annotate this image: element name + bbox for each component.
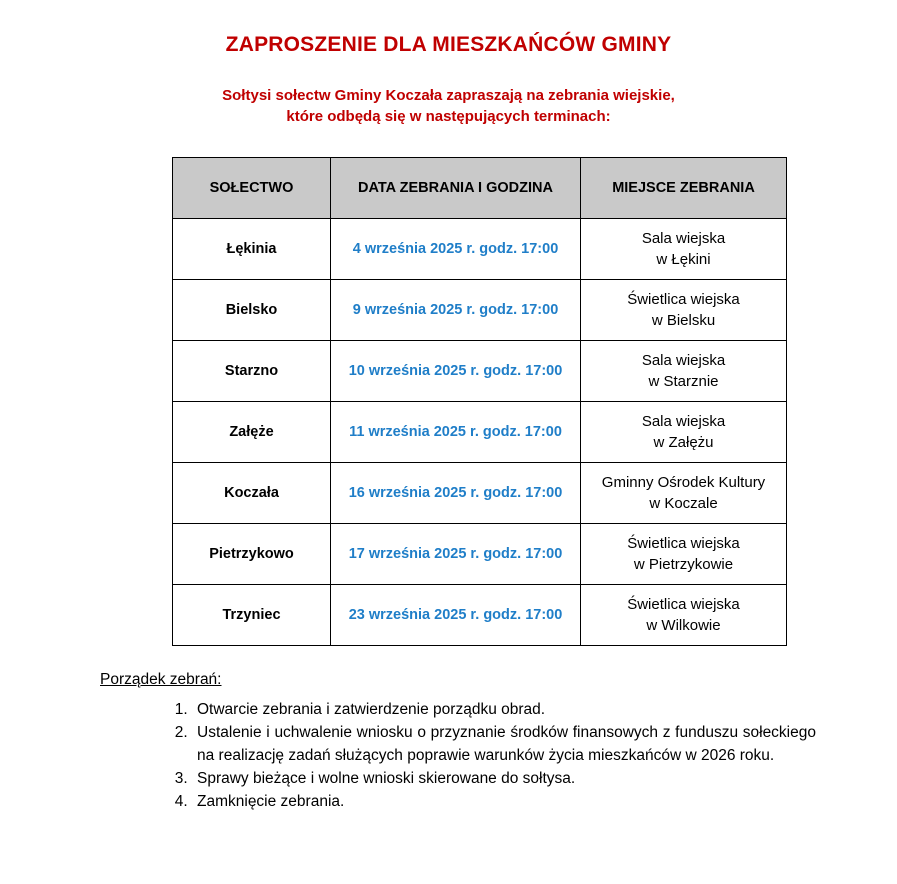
agenda-section [100,669,816,813]
header-date-time: DATA ZEBRANIA I GODZINA [331,158,581,219]
place-line-1: Świetlica wiejska [627,535,740,552]
meetings-table [172,157,787,646]
place-line-2: w Łękini [656,251,711,268]
agenda-list [100,698,816,813]
place-line-1: Sala wiejska [641,352,726,369]
place-line-1: Sala wiejska [641,413,726,430]
subtitle-line-1: Sołtysi sołectw Gminy Koczała zapraszają na zebrania wiejskie, [222,87,675,104]
table-row [173,280,787,341]
place-line-2: w Pietrzykowie [633,556,734,573]
header-place: MIEJSCE ZEBRANIA [581,158,787,219]
page-title: ZAPROSZENIE DLA MIESZKAŃCÓW GMINY [225,33,672,56]
place-line-2: w Bielsku [651,312,716,329]
cell-solectwo: Koczała [173,463,331,524]
cell-date-time: 10 września 2025 r. godz. 17:00 [331,341,581,402]
place-line-2: w Koczale [649,495,718,512]
cell-place [581,280,787,341]
cell-solectwo: Załęże [173,402,331,463]
page-subtitle [0,85,897,127]
table-row [173,585,787,646]
table-row [173,341,787,402]
place-line-2: w Starznie [648,373,719,390]
place-line-1: Sala wiejska [641,230,726,247]
agenda-item: 2. Ustalenie i uchwalenie wniosku o przyznanie środków finansowych z funduszu sołeckiego na realizację zadań służących poprawie warunków życia mieszkańców w 2026 roku. [192,721,816,767]
place-line-1: Świetlica wiejska [627,596,740,613]
place-line-2: w Wilkowie [646,617,721,634]
cell-solectwo: Starzno [173,341,331,402]
cell-date-time: 11 września 2025 r. godz. 17:00 [331,402,581,463]
header-solectwo: SOŁECTWO [173,158,331,219]
cell-date-time: 16 września 2025 r. godz. 17:00 [331,463,581,524]
cell-place [581,341,787,402]
place-line-1: Świetlica wiejska [627,291,740,308]
agenda-item: 1. Otwarcie zebrania i zatwierdzenie porządku obrad. [192,698,816,721]
table-row [173,219,787,280]
cell-place [581,402,787,463]
agenda-item: 3. Sprawy bieżące i wolne wnioski skierowane do sołtysa. [192,767,816,790]
cell-date-time: 9 września 2025 r. godz. 17:00 [331,280,581,341]
table-row [173,524,787,585]
cell-solectwo: Trzyniec [173,585,331,646]
cell-solectwo: Bielsko [173,280,331,341]
place-line-1: Gminny Ośrodek Kultury [601,474,766,491]
agenda-item: 4. Zamknięcie zebrania. [192,790,816,813]
subtitle-line-2: które odbędą się w następujących terminach: [286,108,611,125]
meetings-table-header [173,158,787,219]
cell-place [581,219,787,280]
cell-date-time: 4 września 2025 r. godz. 17:00 [331,219,581,280]
cell-place [581,524,787,585]
meetings-table-body [173,219,787,646]
table-row [173,402,787,463]
cell-date-time: 23 września 2025 r. godz. 17:00 [331,585,581,646]
place-line-2: w Załężu [653,434,714,451]
header-row [173,158,787,219]
cell-solectwo: Pietrzykowo [173,524,331,585]
cell-place [581,585,787,646]
agenda-heading: Porządek zebrań: [100,671,222,688]
cell-place [581,463,787,524]
cell-solectwo: Łękinia [173,219,331,280]
cell-date-time: 17 września 2025 r. godz. 17:00 [331,524,581,585]
table-row [173,463,787,524]
